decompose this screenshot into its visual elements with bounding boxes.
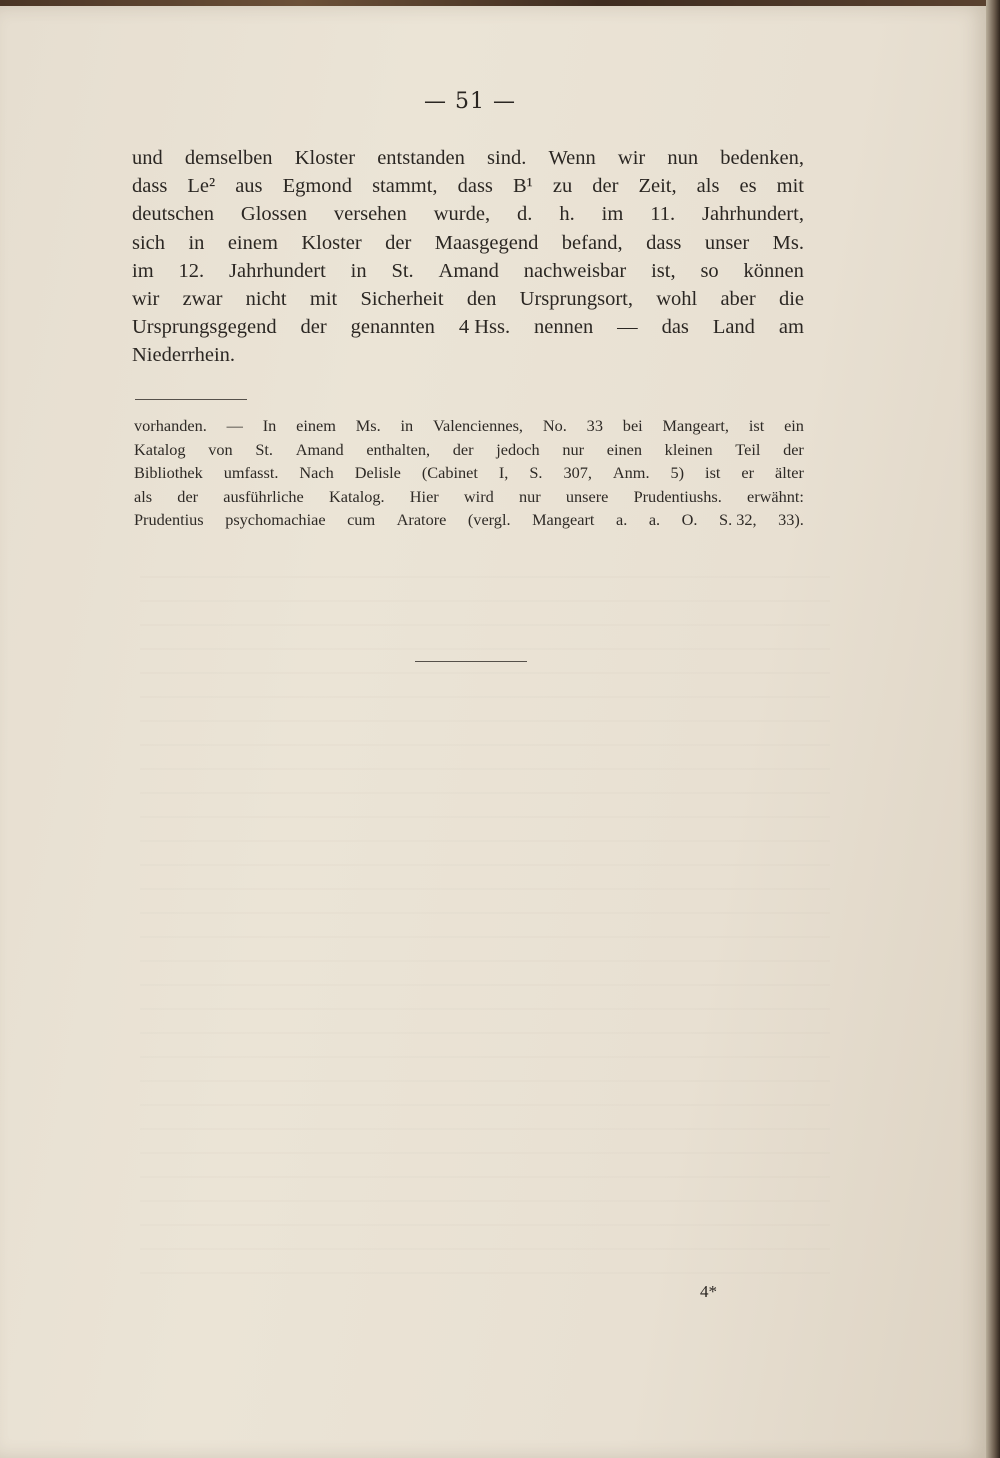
word: sich [132,231,166,254]
body-line [132,229,804,257]
footnote-line [134,414,804,438]
word: Prudentius [134,510,204,529]
word: Teil [735,439,761,459]
word: ausführliche [223,486,304,506]
word: Amand [295,439,344,459]
word: zu [552,175,573,198]
word: Sicherheit [360,287,444,310]
word: bei [622,416,643,435]
word: unser [704,231,750,254]
body-line [132,313,804,341]
word: und [132,147,163,169]
word: einen [606,439,642,459]
word: Katalog [134,439,186,459]
word: von [208,439,233,459]
footnote-line [134,485,804,509]
word: älter [775,463,804,482]
word: Mangeart, [662,416,729,435]
word: kleinen [664,439,713,459]
word: mit [776,175,804,198]
word: Delisle [354,463,401,482]
word: stammt, [372,175,438,198]
word: a. [648,510,661,529]
word: aber [720,287,756,310]
word: Ursprungsgegend [132,316,277,339]
word: Kloster [294,147,356,169]
word: in [350,259,367,282]
word: als [696,175,720,198]
word: wir [617,147,646,169]
word: das [661,316,689,339]
word: a. [616,510,628,529]
word: B¹ [512,175,533,198]
word: aus [235,175,263,198]
word: wurde, [433,203,491,226]
word: (vergl. [467,510,511,529]
word: St. [255,439,273,459]
word: Land [712,316,755,339]
word: Mangeart [532,510,595,529]
body-line [132,257,804,285]
word: bedenken, [720,147,804,169]
word: 33 [586,416,603,435]
word: so [700,259,719,282]
word: Wenn [548,147,596,169]
word: Hier [409,486,439,506]
word: wird [463,486,494,506]
word: Nach [299,463,334,482]
body-line [132,172,804,200]
word: (Cabinet [421,463,478,482]
word: als [134,486,153,506]
word: Ursprungsort, [519,287,633,310]
word: umfasst. [223,463,279,482]
word: 5) [670,463,685,482]
word: Ms. [355,416,381,435]
word: Kloster [301,231,362,254]
show-through-texture [140,576,830,1276]
word: die [778,287,804,310]
word: enthalten, [366,439,431,459]
section-end-rule [415,661,527,662]
word: Aratore [396,510,447,529]
word: können [743,259,804,282]
word: vorhanden. [134,416,207,435]
word: ist [705,463,721,482]
word: nennen [534,316,594,339]
word: St. [391,259,414,282]
body-line [132,144,804,172]
word: der [592,175,619,198]
word: Jahrhundert [229,259,326,282]
word: erwähnt: [746,486,804,506]
body-line [132,285,804,313]
word: befand, [561,231,623,254]
word: Bibliothek [134,463,203,482]
word: S. [529,463,543,482]
word: es [739,175,757,198]
word: Le² [187,175,216,198]
word: unsere [565,486,609,506]
word: — [617,316,638,339]
word: 12. [178,259,205,282]
footnote-line [134,461,804,485]
word: im [601,203,624,226]
word: genannten [350,316,435,339]
word: demselben [184,147,273,169]
word: ein [784,416,804,435]
word: nicht [245,287,287,310]
word: der [385,231,412,254]
signature-mark: 4* [700,1282,717,1301]
word: Anm. [612,463,650,482]
word: jedoch [496,439,540,459]
footnote-line [134,508,804,532]
word: versehen [333,203,407,226]
word: In [262,416,277,435]
word: ist, [651,259,676,282]
word: Niederrhein. [132,344,236,367]
word: dass [132,175,168,198]
word: nur [518,486,541,506]
word: zwar [182,287,223,310]
word: er [741,463,755,482]
page-number: — 51 — [424,89,516,114]
word: der [783,439,804,459]
document-page [0,6,988,1458]
word: I, [498,463,509,482]
word: entstanden [377,147,465,169]
word: Egmond [282,175,353,198]
word: Valenciennes, [433,416,524,435]
word: h. [559,203,575,226]
word: — [226,416,243,435]
book-edge-right [986,0,1000,1458]
word: der [452,439,474,459]
word: Glossen [240,203,307,226]
word: in [400,416,414,435]
word: Amand [438,259,499,282]
word: im [132,259,154,282]
word: 33). [778,510,804,529]
word: dass [646,231,682,254]
word: Ms. [772,231,804,254]
word: Maasgegend [434,231,539,254]
word: 307, [563,463,592,482]
word: Jahrhundert, [702,203,804,226]
word: Prudentiushs. [633,486,722,506]
footnote-separator [135,399,247,400]
word: einem [296,416,336,435]
footnote-block [134,414,804,532]
word: nachweisbar [523,259,627,282]
word: nur [562,439,585,459]
word: am [778,316,804,339]
word: 4 Hss. [458,316,511,339]
footnote-line [134,438,804,462]
word: mit [309,287,338,310]
word: nun [667,147,699,169]
body-line [132,200,804,228]
word: einem [227,231,278,254]
main-paragraph [132,144,804,370]
word: Zeit, [638,175,677,198]
word: der [300,316,327,339]
word: den [466,287,497,310]
body-line [132,341,804,369]
word: ist [748,416,765,435]
word: S. 32, [719,510,757,529]
word: deutschen [132,203,214,226]
word: 11. [650,203,676,226]
word: wohl [656,287,698,310]
word: No. [542,416,567,435]
word: dass [457,175,493,198]
word: wir [132,287,160,310]
word: in [188,231,205,254]
word: cum [347,510,376,529]
word: O. [681,510,698,529]
word: d. [517,203,533,226]
word: der [177,486,199,506]
word: psychomachiae [225,510,326,529]
word: sind. [487,147,527,169]
word: Katalog. [328,486,385,506]
